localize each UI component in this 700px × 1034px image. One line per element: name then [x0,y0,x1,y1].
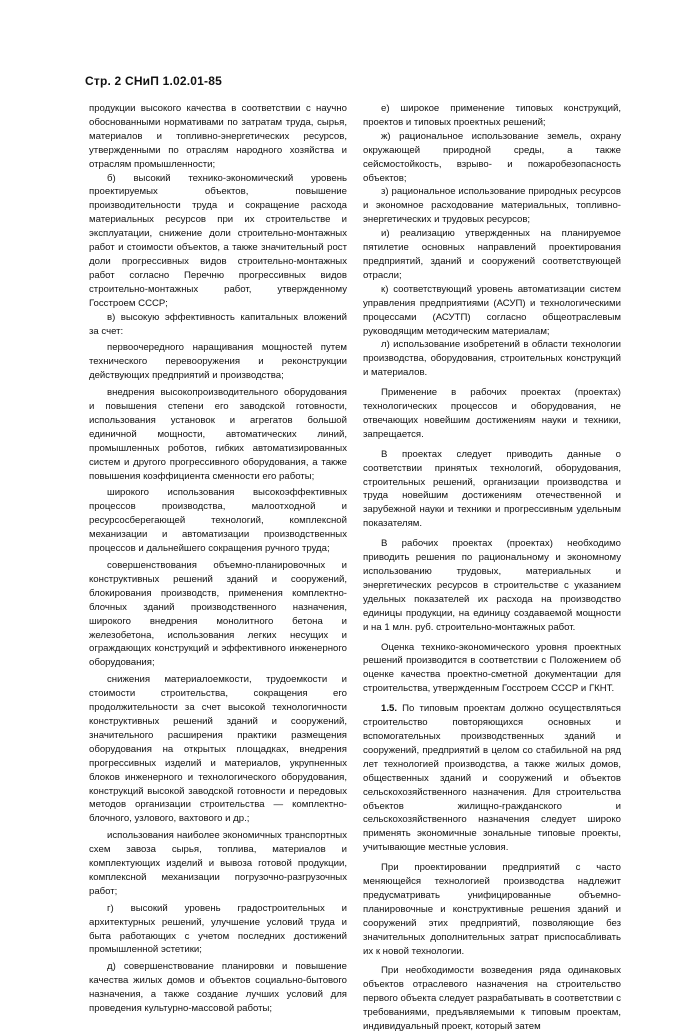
section-number: 1.5. [381,703,398,715]
paragraph: д) совершенствование планировки и повышение качества жилых домов и объектов социально-бытового назначения, а также создание лучших условий для проведения культурно-массовой работы; [89,961,347,1015]
section-paragraph [363,702,621,855]
paragraph: е) широкое применение типовых конструкций, проектов и типовых проектных решений; [363,103,621,128]
paragraph: л) использование изобретений в области технологии производства, оборудования, строительных конструкций и материалов. [363,339,621,379]
paragraph: При проектировании предприятий с часто меняющейся технологией производства надлежит предусматривать унифицированные объемно-планировочные и конструктивные решения зданий и сооружений этих предприятий, позволяющие без значительных дополнительных затрат приспосабливать их к новой технологии. [363,862,621,957]
paragraph: В проектах следует приводить данные о соответствии принятых технологий, оборудования, строительных решений, организации производства и труда новейшим достижениям отечественной и зарубежной науки и техники и прогрессивным удельным показателям. [363,448,621,530]
paragraph: При необходимости возведения ряда одинаковых объектов отраслевого назначения на строительство первого объекта следует разрабатывать в соответствии с требованиями, предъявляемыми к типовым проектам, индивидуальный проект, который затем [363,965,621,1033]
paragraph: продукции высокого качества в соответствии с научно обоснованными нормативами по затратам труда, сырья, материалов и топливно-энергетических ресурсов, утвержденными по отраслям народного хозяйства и отраслям промышленности; [89,103,347,170]
paragraph: г) высокий уровень градостроительных и архитектурных решений, улучшение условий труда и быта работающих с учетом последних достижений промышленной эстетики; [89,902,347,956]
paragraph: В рабочих проектах (проектах) необходимо приводить решения по рациональному и экономному использованию трудовых, материальных и энергетических ресурсов в строительстве с указанием удельных показателей их расхода на производство единицы продукции, на единицу создаваемой мощности и на 1 млн. руб. строительно-монтажных работ. [363,538,621,633]
paragraph: использования наиболее экономичных транспортных схем завоза сырья, топлива, материалов и комплектующих изделий и вывоза готовой продукции, комплексной механизации погрузочно-разгрузочных работ; [89,830,347,897]
paragraph: снижения материалоемкости, трудоемкости и стоимости строительства, сокращения его продолжительности за счет высокой технологичности конструктивных решений зданий и сооружений, значительного расширения практики размещения оборудования на открытых площадках, внедрения прогрессивных изделий и материалов, укрупненных блоков инженерного и технологического оборудования, конструкций высокой заводской готовности и передовых методов организации строительства — комплектно-блочного, узлового, вахтового и др.; [89,674,347,825]
paragraph: з) рациональное использование природных ресурсов и экономное расходование материальных, топливно-энергетических и трудовых ресурсов; [363,186,621,226]
page-header: Стр. 2 СНиП 1.02.01-85 [85,74,222,88]
paragraph: б) высокий технико-экономический уровень проектируемых объектов, повышение производительности труда и сокращение расхода материальных ресурсов при их строительстве и эксплуатации, снижение доли строительно-монтажных работ и стоимости объектов, а также значительный рост доли прогрессивных видов строительно-монтажных работ согласно Перечню прогрессивных видов строительно-монтажных работ, утвержденному Госстроем СССР; [89,172,347,309]
paragraph: и) реализацию утвержденных на планируемое пятилетие основных направлений проектирования предприятий, зданий и сооружений соответствующей отрасли; [363,228,621,281]
paragraph: совершенствования объемно-планировочных и конструктивных решений зданий и сооружений, блокирования производств, применения комплектно-блочных зданий производственного назначения, широкого внедрения монолитного бетона и железобетона, использования легких несущих и ограждающих конструкций и эффективного инженерного оборудования; [89,560,347,669]
right-column [363,102,621,1034]
paragraph: к) соответствующий уровень автоматизации систем управления предприятиями (АСУП) и технологическими процессами (АСУТП) согласно общеотраслевым руководящим методическим материалам; [363,283,621,337]
paragraph: первоочередного наращивания мощностей путем технического перевооружения и реконструкции действующих предприятий и производства; [89,342,347,382]
paragraph: внедрения высокопроизводительного оборудования и повышения степени его заводской готовности, использования установок и агрегатов большой единичной мощности, автоматических линий, промышленных роботов, гибких автоматизированных систем и другого прогрессивного оборудования, а также повышения коэффициента сменности его работы; [89,387,347,482]
paragraph-text: По типовым проектам должно осуществляться строительство повторяющихся основных и вспомогательных производственных зданий и сооружений, предприятий в целом со стабильной на ряд лет технологией производства, а также жилых домов, общественных зданий и сооружений и объектов сельскохозяйственного назначения. Для строительства объектов жилищно-гражданского и сельскохозяйственного назначения следует широко применять экономичные зональные типовые проекты, учитывающие местные условия. [363,703,621,854]
left-column [89,102,347,1016]
paragraph: в) высокую эффективность капитальных вложений за счет: [89,311,347,337]
paragraph: ж) рациональное использование земель, охрану окружающей природной среды, а также сейсмостойкость, взрыво- и пожаробезопасность объектов; [363,130,621,184]
paragraph: широкого использования высокоэффективных процессов производства, малоотходной и ресурсосберегающей технологий, комплексной механизации и автоматизации производственных процессов и дальнейшего сокращения ручного труда; [89,487,347,555]
paragraph: Оценка технико-экономического уровня проектных решений производится в соответствии с Положением об оценке качества проектно-сметной документации для строительства, утвержденным Госстроем СССР и ГКНТ. [363,641,621,695]
paragraph: Применение в рабочих проектах (проектах) технологических процессов и оборудования, не отвечающих новейшим достижениям науки и техники, запрещается. [363,387,621,440]
